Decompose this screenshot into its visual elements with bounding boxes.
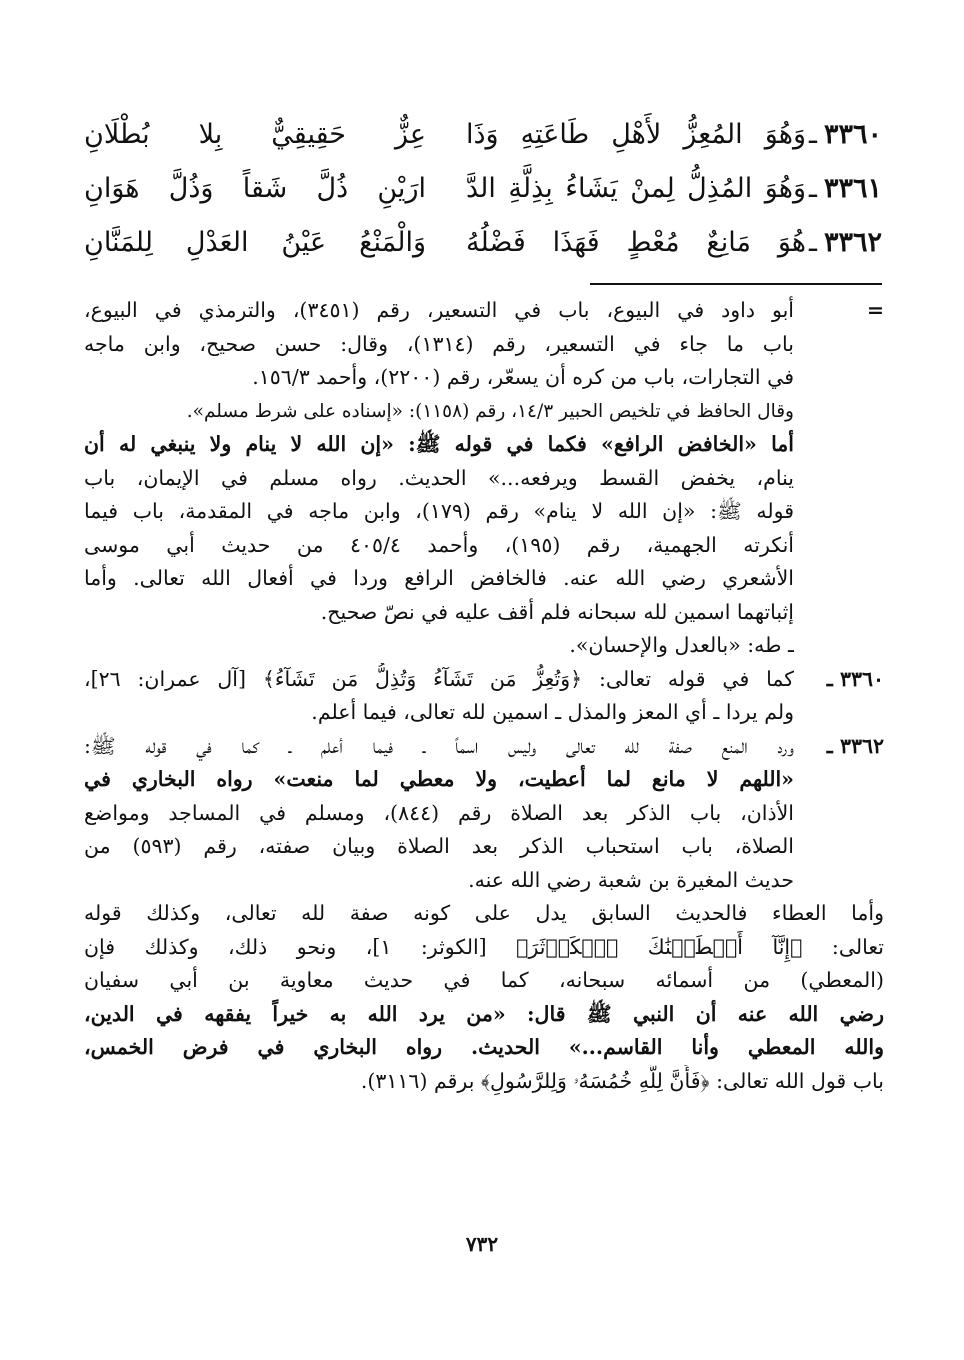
verse-second-hemistich: عِزٌّ حَقِيقِيٌّ بِلا بُطْلَانِ xyxy=(84,119,426,150)
footnote-line: باب ما جاء في التسعير، رقم (١٣١٤)، وقال: حسن صحيح، وابن ماجه xyxy=(84,331,794,356)
verse-number: ٣٣٦١ xyxy=(823,173,882,204)
footnote-line: (المعطي) من أسمائه سبحانه، كما في حديث معاوية بن أبي سفيان xyxy=(84,968,884,992)
footnote-line: الأذان، باب الذكر بعد الصلاة رقم (٨٤٤)، ومسلم في المساجد ومواضع xyxy=(84,800,794,825)
verse-row: ٣٣٦٠ ـ وَهُوَ المُعِزُّ لأَهْلِ طَاعَتِهِ وَذَا عِزٌّ حَقِيقِيٌّ بِلا بُطْلَانِ xyxy=(82,108,882,162)
verse-number: ٣٣٦٠ xyxy=(823,119,882,150)
verse-second-hemistich: ارَيْنِ ذُلَّ شَقاً وَذُلَّ هَوَانِ xyxy=(84,173,426,204)
footnote-3362 xyxy=(84,730,884,898)
footnote-line: قوله ﷺ: «إن الله لا ينام» رقم (١٧٩)، وابن ماجه في المقدمة، باب فيما xyxy=(84,499,794,523)
footnote-3360 xyxy=(84,663,884,730)
footnote-line: والله المعطي وأنا القاسم...» الحديث. رواه البخاري في فرض الخمس، xyxy=(84,1035,884,1059)
footnote-number: ٣٣٦٢ ـ xyxy=(826,733,884,758)
footnote-line: أبو داود في البيوع، باب في التسعير، رقم (٣٤٥١)، والترمذي في البيوع، xyxy=(84,298,794,322)
footnote-line: تعالى: ﴿إِنَّآ أَعۡطَيۡنَٰكَ ٱلۡكَوۡثَرَ﴾ [الكوثر: ١]، ونحو ذلك، وكذلك فإن xyxy=(84,934,884,959)
footnote-line: الأشعري رضي الله عنه. فالخافض الرافع وردا في أفعال الله تعالى. وأما xyxy=(84,566,794,590)
variant-reading-line: ـ طه: «بالعدل والإحسان». xyxy=(569,633,794,657)
footnote-line: الصلاة، باب استحباب الذكر بعد الصلاة وبيان صفته، رقم (٥٩٣) من xyxy=(84,834,794,858)
footnote-ata-paragraph xyxy=(84,897,884,1098)
verse-second-hemistich: وَالْمَنْعُ عَيْنُ العَدْلِ لِلمَنَّانِ xyxy=(84,227,426,258)
footnote-number: ٣٣٦٠ ـ xyxy=(826,666,884,691)
verse-first-hemistich: هُوَ مَانِعٌ مُعْطٍ فَهَذَا فَضْلُهُ xyxy=(466,227,806,258)
verse-row: ٣٣٦١ ـ وَهُوَ المُذِلُّ لِمنْ يَشَاءُ بِذِلَّةِ الدَّ ارَيْنِ ذُلَّ شَقاً وَذُلَّ هَوَانِ xyxy=(82,162,882,216)
footnote-line: ورد المنع صفة لله تعالى وليس اسماً ـ فيما أعلم ـ كما في قوله ﷺ: xyxy=(84,733,794,758)
footnote-line: «اللهم لا مانع لما أعطيت، ولا معطي لما منعت» رواه البخاري في xyxy=(84,767,794,791)
footnote-line: كما في قوله تعالى: ﴿وَتُعِزُّ مَن تَشَآءُ وَتُذِلُّ مَن تَشَآءُ﴾ [آل عمران: ٢٦]، xyxy=(84,666,794,691)
verse-first-hemistich: وَهُوَ المُعِزُّ لأَهْلِ طَاعَتِهِ وَذَا xyxy=(466,119,806,150)
verse-number: ٣٣٦٢ xyxy=(823,227,882,258)
verse-row: ٣٣٦٢ ـ هُوَ مَانِعٌ مُعْطٍ فَهَذَا فَضْلُهُ وَالْمَنْعُ عَيْنُ العَدْلِ لِلمَنَّانِ xyxy=(82,216,882,270)
footnote-continuation xyxy=(84,294,884,663)
footnote-line: باب قول الله تعالى: ﴿فَأَنَّ لِلَّهِ خُمُسَهُۥ وَلِلرَّسُولِ﴾ برقم (٣١١٦). xyxy=(360,1068,884,1093)
verse-first-hemistich: وَهُوَ المُذِلُّ لِمنْ يَشَاءُ بِذِلَّةِ الدَّ xyxy=(466,173,806,204)
footnote-line: ينام، يخفض القسط ويرفعه...» الحديث. رواه مسلم في الإيمان، باب xyxy=(84,465,794,490)
footnotes xyxy=(84,294,884,1098)
footnote-line: أما «الخافض الرافع» فكما في قوله ﷺ: «إن الله لا ينام ولا ينبغي له أن xyxy=(84,432,794,456)
footnote-line: وأما العطاء فالحديث السابق يدل على كونه صفة لله تعالى، وكذلك قوله xyxy=(84,901,884,925)
footnote-line: في التجارات، باب من كره أن يسعّر، رقم (٢٢٠٠)، وأحمد ١٥٦/٣. xyxy=(252,365,794,389)
page-number: ٧٣٢ xyxy=(465,1232,499,1256)
continuation-marker: = xyxy=(866,298,884,322)
footnote-line: إثباتهما اسمين لله سبحانه فلم أقف عليه في نصّ صحيح. xyxy=(320,599,794,624)
footnote-line: حديث المغيرة بن شعبة رضي الله عنه. xyxy=(468,867,794,892)
footnote-separator xyxy=(590,283,882,285)
footnote-line: رضي الله عنه أن النبي ﷺ قال: «من يرد الله به خيراً يفقهه في الدين، xyxy=(84,1001,884,1026)
footnote-line: أنكرته الجهمية، رقم (١٩٥)، وأحمد ٤٠٥/٤ من حديث أبي موسى xyxy=(84,532,794,557)
poem-verses xyxy=(82,108,882,270)
footnote-line: ولم يردا ـ أي المعز والمذل ـ اسمين لله تعالى، فيما أعلم. xyxy=(311,700,794,724)
hafiz-quote-line: وقال الحافظ في تلخيص الحبير ١٤/٣، رقم (١١٥٨): «إسناده على شرط مسلم». xyxy=(186,400,794,422)
